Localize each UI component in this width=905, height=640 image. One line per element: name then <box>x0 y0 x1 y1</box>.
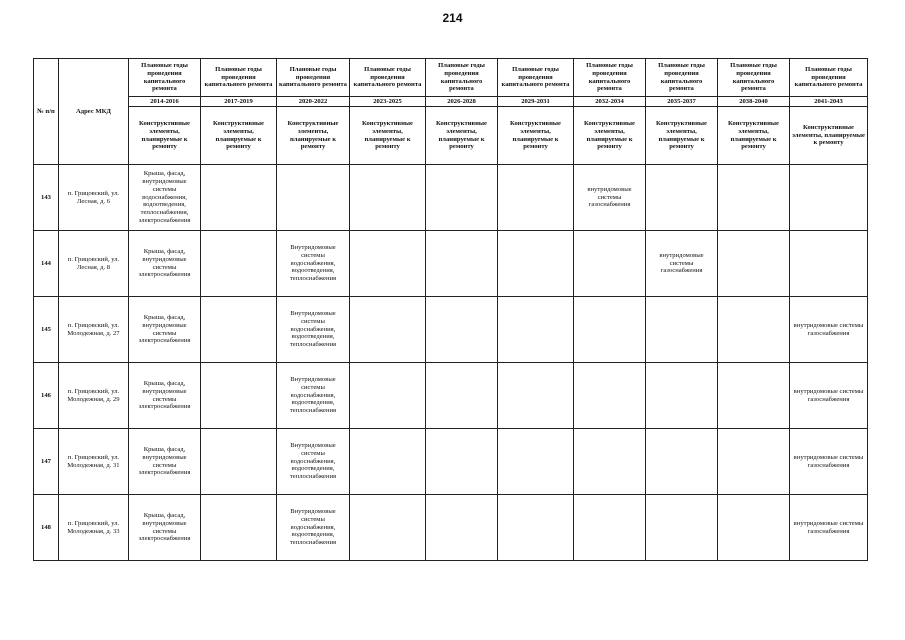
table-row <box>34 495 868 561</box>
row-period-cell <box>646 297 718 363</box>
row-period-cell: внутридомовые системы газоснабжения <box>646 231 718 297</box>
row-period-cell <box>646 495 718 561</box>
capital-repair-schedule-table <box>33 58 868 561</box>
row-address: п. Грицовский, ул. Молодежная, д. 27 <box>59 297 129 363</box>
header-period-years: 2020-2022 <box>277 97 350 107</box>
table-row <box>34 429 868 495</box>
header-period-elements: Конструктивные элементы, планируемые к ремонту <box>790 107 868 165</box>
page-number: 214 <box>442 11 463 25</box>
row-number: 145 <box>34 297 59 363</box>
header-period-years: 2023-2025 <box>350 97 426 107</box>
row-period-cell: Внутридомовые системы водоснабжения, водоотведения, теплоснабжения <box>277 231 350 297</box>
row-period-cell <box>201 495 277 561</box>
row-period-cell <box>426 429 498 495</box>
row-period-cell: Крыша, фасад, внутридомовые системы электроснабжения <box>129 297 201 363</box>
header-period-years: 2035-2037 <box>646 97 718 107</box>
header-period-title: Плановые годы проведения капитального ремонта <box>718 59 790 97</box>
row-period-cell <box>574 495 646 561</box>
header-period-title: Плановые годы проведения капитального ремонта <box>350 59 426 97</box>
row-period-cell <box>201 429 277 495</box>
row-period-cell: Внутридомовые системы водоснабжения, водоотведения, теплоснабжения <box>277 429 350 495</box>
header-period-years: 2026-2028 <box>426 97 498 107</box>
row-period-cell <box>498 297 574 363</box>
row-period-cell <box>718 495 790 561</box>
row-address: п. Грицовский, ул. Лесная, д. 8 <box>59 231 129 297</box>
header-period-title: Плановые годы проведения капитального ремонта <box>277 59 350 97</box>
row-period-cell <box>201 231 277 297</box>
row-period-cell: Крыша, фасад, внутридомовые системы электроснабжения <box>129 231 201 297</box>
row-period-cell <box>201 363 277 429</box>
table-row <box>34 297 868 363</box>
row-period-cell <box>350 363 426 429</box>
row-period-cell <box>350 231 426 297</box>
header-period-years: 2032-2034 <box>574 97 646 107</box>
header-period-elements: Конструктивные элементы, планируемые к ремонту <box>718 107 790 165</box>
row-period-cell: Внутридомовые системы водоснабжения, водоотведения, теплоснабжения <box>277 363 350 429</box>
row-period-cell <box>498 231 574 297</box>
table-body <box>34 165 868 561</box>
row-period-cell <box>350 495 426 561</box>
header-period-title: Плановые годы проведения капитального ремонта <box>129 59 201 97</box>
header-period-title: Плановые годы проведения капитального ремонта <box>574 59 646 97</box>
row-period-cell <box>790 231 868 297</box>
row-period-cell: Крыша, фасад, внутридомовые системы водоснабжения, водоотведения, теплоснабжения, электроснабжения <box>129 165 201 231</box>
header-row-years <box>34 97 868 107</box>
table-row <box>34 363 868 429</box>
row-period-cell <box>201 165 277 231</box>
row-period-cell <box>718 165 790 231</box>
row-period-cell <box>426 363 498 429</box>
row-period-cell: внутридомовые системы газоснабжения <box>790 429 868 495</box>
header-period-title: Плановые годы проведения капитального ремонта <box>498 59 574 97</box>
header-period-title: Плановые годы проведения капитального ремонта <box>790 59 868 97</box>
header-address: Адрес МКД <box>59 59 129 165</box>
row-period-cell <box>498 429 574 495</box>
header-period-title: Плановые годы проведения капитального ремонта <box>426 59 498 97</box>
row-period-cell <box>574 231 646 297</box>
header-period-years: 2041-2043 <box>790 97 868 107</box>
header-period-years: 2014-2016 <box>129 97 201 107</box>
header-period-elements: Конструктивные элементы, планируемые к ремонту <box>129 107 201 165</box>
row-address: п. Грицовский, ул. Молодежная, д. 29 <box>59 363 129 429</box>
row-address: п. Грицовский, ул. Молодежная, д. 31 <box>59 429 129 495</box>
row-number: 146 <box>34 363 59 429</box>
row-period-cell: Крыша, фасад, внутридомовые системы электроснабжения <box>129 363 201 429</box>
row-period-cell: Внутридомовые системы водоснабжения, водоотведения, теплоснабжения <box>277 297 350 363</box>
header-period-elements: Конструктивные элементы, планируемые к ремонту <box>574 107 646 165</box>
header-period-years: 2038-2040 <box>718 97 790 107</box>
row-period-cell <box>350 429 426 495</box>
table-header <box>34 59 868 165</box>
row-period-cell <box>426 297 498 363</box>
header-period-elements: Конструктивные элементы, планируемые к ремонту <box>350 107 426 165</box>
row-period-cell <box>718 363 790 429</box>
row-period-cell <box>718 429 790 495</box>
row-period-cell <box>790 165 868 231</box>
row-period-cell <box>350 165 426 231</box>
row-period-cell: внутридомовые системы газоснабжения <box>790 495 868 561</box>
row-period-cell: Крыша, фасад, внутридомовые системы электроснабжения <box>129 495 201 561</box>
row-number: 147 <box>34 429 59 495</box>
row-period-cell <box>498 165 574 231</box>
table-row <box>34 231 868 297</box>
row-period-cell <box>426 495 498 561</box>
row-period-cell <box>646 363 718 429</box>
row-period-cell <box>498 363 574 429</box>
table-row <box>34 165 868 231</box>
header-row-titles <box>34 59 868 97</box>
header-row-elements <box>34 107 868 165</box>
row-period-cell <box>426 231 498 297</box>
row-period-cell: внутридомовые системы газоснабжения <box>790 297 868 363</box>
row-number: 144 <box>34 231 59 297</box>
row-period-cell <box>718 231 790 297</box>
row-period-cell <box>574 429 646 495</box>
header-period-title: Плановые годы проведения капитального ремонта <box>646 59 718 97</box>
row-number: 143 <box>34 165 59 231</box>
header-number: № п/п <box>34 59 59 165</box>
header-period-elements: Конструктивные элементы, планируемые к ремонту <box>426 107 498 165</box>
row-period-cell: Крыша, фасад, внутридомовые системы электроснабжения <box>129 429 201 495</box>
row-period-cell <box>201 297 277 363</box>
row-period-cell <box>426 165 498 231</box>
row-period-cell <box>350 297 426 363</box>
row-period-cell <box>277 165 350 231</box>
header-period-years: 2029-2031 <box>498 97 574 107</box>
row-address: п. Грицовский, ул. Лесная, д. 6 <box>59 165 129 231</box>
header-period-elements: Конструктивные элементы, планируемые к ремонту <box>201 107 277 165</box>
row-period-cell <box>574 363 646 429</box>
header-period-years: 2017-2019 <box>201 97 277 107</box>
row-period-cell: внутридомовые системы газоснабжения <box>574 165 646 231</box>
row-period-cell <box>574 297 646 363</box>
row-address: п. Грицовский, ул. Молодежная, д. 33 <box>59 495 129 561</box>
row-period-cell <box>646 429 718 495</box>
row-period-cell <box>498 495 574 561</box>
row-period-cell <box>646 165 718 231</box>
row-period-cell <box>718 297 790 363</box>
header-period-title: Плановые годы проведения капитального ремонта <box>201 59 277 97</box>
row-period-cell: Внутридомовые системы водоснабжения, водоотведения, теплоснабжения <box>277 495 350 561</box>
row-number: 148 <box>34 495 59 561</box>
header-period-elements: Конструктивные элементы, планируемые к ремонту <box>646 107 718 165</box>
header-period-elements: Конструктивные элементы, планируемые к ремонту <box>277 107 350 165</box>
row-period-cell: внутридомовые системы газоснабжения <box>790 363 868 429</box>
header-period-elements: Конструктивные элементы, планируемые к ремонту <box>498 107 574 165</box>
